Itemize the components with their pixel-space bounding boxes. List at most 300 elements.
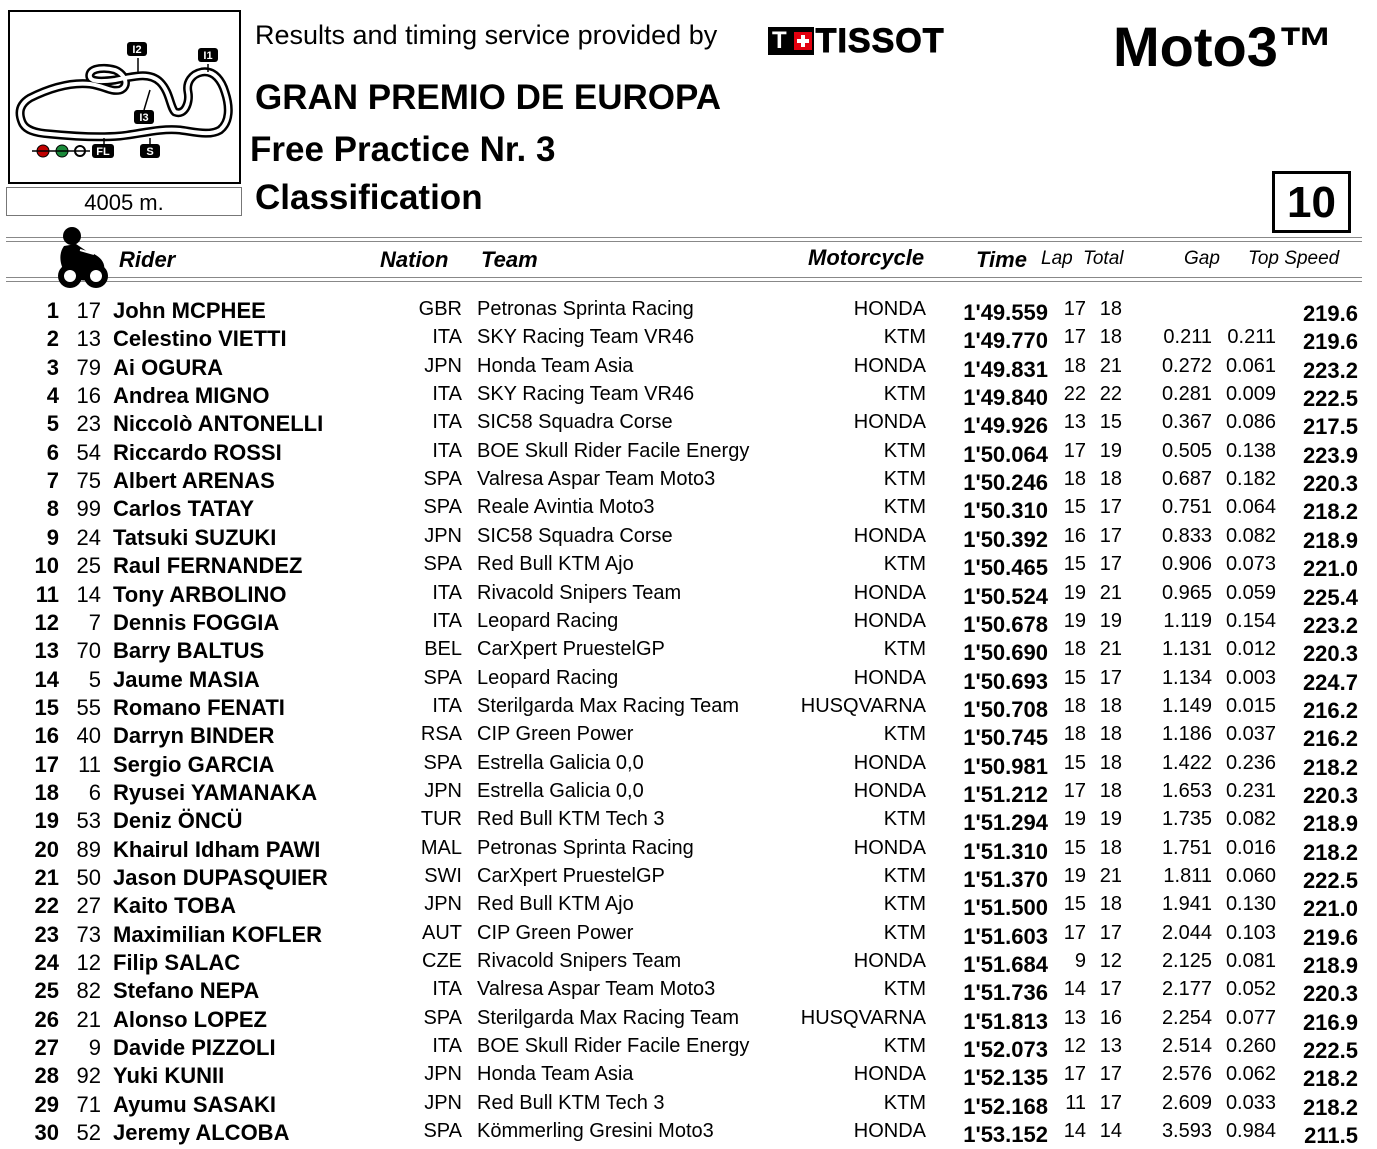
top-speed: 219.6: [1302, 329, 1358, 355]
gap-to-previous: 0.073: [1225, 553, 1276, 576]
position: 1: [46, 298, 59, 323]
gap-to-first: 2.177: [1161, 978, 1212, 1001]
header-divider-bottom: [6, 277, 1362, 278]
position: 5: [46, 411, 59, 437]
best-time: 1'50.524: [963, 583, 1048, 609]
best-time: 1'50.392: [963, 526, 1048, 552]
gap-to-first: 1.131: [1161, 638, 1212, 661]
total-laps: 21: [1099, 865, 1122, 887]
nation: ITA: [432, 411, 462, 434]
rider-name: Albert ARENAS: [113, 468, 275, 494]
motorcycle: HONDA: [853, 354, 926, 377]
class-name: Moto3™: [1113, 15, 1334, 78]
best-time: 1'49.559: [963, 300, 1048, 325]
rider-name: Maximilian KOFLER: [113, 921, 323, 947]
gap-to-first: 2.576: [1161, 1063, 1212, 1086]
gap-to-first: 1.422: [1161, 751, 1212, 774]
gap-to-previous: 0.130: [1225, 893, 1276, 916]
team-name: SKY Racing Team VR46: [477, 383, 695, 406]
table-row: [0, 922, 1377, 950]
position: 16: [34, 723, 59, 749]
total-laps: 17: [1099, 496, 1122, 519]
motorcycle: HONDA: [853, 751, 926, 774]
tissot-logo: T TISSOT: [768, 25, 944, 57]
position: 25: [34, 978, 59, 1004]
position: 29: [34, 1091, 59, 1117]
gap-to-first: 0.281: [1161, 383, 1212, 406]
best-time: 1'52.135: [963, 1065, 1048, 1091]
nation: SPA: [423, 1120, 462, 1143]
track-map: [8, 10, 241, 184]
motorcycle: KTM: [883, 468, 926, 491]
table-row: [0, 610, 1377, 638]
total-laps: 14: [1099, 1120, 1122, 1143]
best-time: 1'50.745: [963, 725, 1048, 751]
gap-to-first: 2.044: [1161, 921, 1212, 944]
position: 9: [46, 524, 59, 550]
gap-to-previous: 0.012: [1225, 638, 1276, 661]
swiss-cross-icon: [792, 27, 814, 55]
total-laps: 18: [1099, 468, 1122, 491]
total-laps: 18: [1099, 751, 1122, 774]
team-name: Kömmerling Gresini Moto3: [477, 1120, 714, 1143]
table-row: [0, 893, 1377, 921]
rider-number: 27: [76, 893, 101, 919]
team-name: Leopard Racing: [477, 609, 619, 632]
motorcycle: HUSQVARNA: [800, 1006, 926, 1029]
best-time: 1'52.168: [963, 1093, 1048, 1119]
motorcycle: HONDA: [853, 524, 926, 547]
top-speed: 224.7: [1302, 669, 1358, 695]
nation: JPN: [424, 524, 462, 547]
rider-name: Davide PIZZOLI: [113, 1035, 276, 1061]
nation: ITA: [432, 1035, 462, 1058]
top-speed: 220.3: [1302, 641, 1358, 667]
top-speed: 218.2: [1302, 1094, 1358, 1120]
gap-to-previous: 0.016: [1225, 836, 1276, 859]
table-row: [0, 752, 1377, 780]
total-laps: 21: [1099, 354, 1122, 377]
gap-to-previous: 0.260: [1225, 1035, 1276, 1058]
best-time: 1'49.770: [963, 328, 1048, 354]
gap-to-previous: 0.064: [1225, 496, 1276, 519]
total-laps: 19: [1099, 439, 1122, 462]
position: 19: [34, 808, 59, 834]
top-speed: 219.6: [1302, 924, 1358, 950]
rider-number: 52: [76, 1120, 101, 1146]
column-header-rider: Rider: [119, 247, 176, 272]
rider-number: 11: [78, 751, 101, 777]
rider-name: Riccardo ROSSI: [113, 439, 282, 465]
column-header-time: Time: [976, 247, 1027, 272]
top-speed: 220.3: [1302, 471, 1358, 497]
rider-number: 55: [76, 694, 101, 720]
column-header-top-speed: Top Speed: [1248, 248, 1340, 269]
top-speed: 225.4: [1302, 584, 1358, 610]
team-name: Red Bull KTM Tech 3: [477, 1091, 665, 1114]
total-laps: 21: [1099, 638, 1122, 661]
motorcycle: HUSQVARNA: [800, 694, 926, 717]
team-name: Rivacold Snipers Team: [477, 581, 682, 604]
motorcycle: HONDA: [853, 411, 926, 434]
nation: JPN: [424, 354, 462, 377]
best-lap: 18: [1063, 723, 1086, 746]
column-header-gap: Gap: [1184, 248, 1220, 269]
gap-to-first: 1.186: [1161, 723, 1212, 746]
best-lap: 13: [1063, 1006, 1086, 1029]
map-label-s: S: [146, 146, 154, 158]
tissot-t-mark: T: [768, 27, 792, 55]
motorcycle: KTM: [883, 383, 926, 406]
table-row: [0, 695, 1377, 723]
gap-to-previous: 0.081: [1225, 950, 1276, 973]
total-laps: 21: [1099, 581, 1122, 604]
gap-to-first: 0.751: [1161, 496, 1212, 519]
motorcycle: KTM: [883, 865, 926, 887]
nation: CZE: [422, 950, 462, 973]
rider-number: 82: [76, 978, 101, 1004]
top-speed: 222.5: [1302, 386, 1358, 412]
total-laps: 18: [1099, 779, 1122, 802]
team-name: Red Bull KTM Tech 3: [477, 808, 665, 831]
top-speed: 216.2: [1302, 726, 1358, 752]
gap-to-first: 1.134: [1161, 666, 1212, 689]
nation: ITA: [432, 439, 462, 462]
best-lap: 13: [1063, 411, 1086, 434]
top-speed: 211.5: [1304, 1123, 1358, 1149]
best-lap: 12: [1063, 1035, 1086, 1058]
total-laps: 12: [1099, 950, 1122, 973]
gap-to-first: 0.367: [1161, 411, 1212, 434]
top-speed: 218.2: [1302, 1066, 1358, 1092]
session-title: Free Practice Nr. 3: [250, 130, 556, 169]
gap-to-first: 1.751: [1161, 836, 1212, 859]
motorcycle: KTM: [883, 553, 926, 576]
best-lap: 18: [1063, 638, 1086, 661]
motorcycle: KTM: [883, 723, 926, 746]
rider-number: 75: [76, 468, 101, 494]
total-laps: 17: [1099, 921, 1122, 944]
gap-to-first: 1.941: [1161, 893, 1212, 916]
best-time: 1'51.603: [963, 923, 1048, 949]
total-laps: 17: [1099, 524, 1122, 547]
rider-name: Ai OGURA: [113, 354, 223, 380]
gap-to-first: 0.833: [1161, 524, 1212, 547]
team-name: SIC58 Squadra Corse: [477, 524, 673, 547]
rider-name: Romano FENATI: [113, 694, 285, 720]
nation: SPA: [423, 751, 462, 774]
position: 7: [46, 468, 59, 494]
nation: SPA: [423, 1006, 462, 1029]
best-lap: 18: [1063, 694, 1086, 717]
best-lap: 15: [1063, 666, 1086, 689]
gap-to-previous: 0.061: [1225, 354, 1276, 377]
rider-name: Carlos TATAY: [113, 496, 254, 522]
motorcycle: HONDA: [853, 779, 926, 802]
total-laps: 18: [1099, 836, 1122, 859]
motorcycle: KTM: [883, 496, 926, 519]
track-layout-icon: [10, 12, 239, 182]
nation: TUR: [420, 808, 462, 831]
rider-number: 7: [88, 609, 101, 635]
gap-to-first: 0.211: [1163, 326, 1212, 349]
header-divider-top-2: [6, 241, 1362, 242]
rider-name: Deniz ÖNCÜ: [113, 808, 243, 834]
track-length: 4005 m.: [6, 187, 242, 216]
table-row: [0, 582, 1377, 610]
gap-to-previous: 0.060: [1225, 865, 1276, 887]
gap-to-previous: 0.077: [1225, 1006, 1276, 1029]
best-time: 1'51.294: [963, 810, 1048, 836]
best-lap: 14: [1063, 978, 1086, 1001]
nation: ITA: [432, 978, 462, 1001]
rider-name: Yuki KUNII: [113, 1063, 225, 1089]
table-row: [0, 383, 1377, 411]
best-lap: 17: [1063, 1063, 1086, 1086]
best-lap: 17: [1063, 921, 1086, 944]
best-time: 1'50.465: [963, 555, 1048, 581]
table-row: [0, 440, 1377, 468]
team-name: CIP Green Power: [477, 921, 634, 944]
rider-name: Tatsuki SUZUKI: [113, 524, 277, 550]
motorcycle: KTM: [883, 1091, 926, 1114]
gap-to-previous: 0.984: [1225, 1120, 1276, 1143]
team-name: Leopard Racing: [477, 666, 619, 689]
rider-number: 14: [76, 581, 101, 607]
top-speed: 220.3: [1302, 981, 1358, 1007]
position: 6: [46, 439, 59, 465]
rider-name: Filip SALAC: [113, 950, 241, 976]
total-laps: 19: [1099, 609, 1122, 632]
position: 28: [34, 1063, 59, 1089]
table-row: [0, 638, 1377, 666]
table-row: [0, 837, 1377, 865]
position: 3: [46, 354, 59, 380]
rider-name: Raul FERNANDEZ: [113, 553, 303, 579]
best-lap: 15: [1063, 751, 1086, 774]
nation: JPN: [424, 1091, 462, 1114]
best-time: 1'49.831: [963, 356, 1048, 382]
table-row: [0, 978, 1377, 1006]
nation: ITA: [432, 581, 462, 604]
team-name: Red Bull KTM Ajo: [477, 893, 634, 916]
rider-name: Stefano NEPA: [113, 978, 260, 1004]
best-lap: 14: [1063, 1120, 1086, 1143]
team-name: Valresa Aspar Team Moto3: [477, 978, 716, 1001]
best-time: 1'50.693: [963, 668, 1048, 694]
rider-name: Jason DUPASQUIER: [113, 865, 328, 890]
team-name: Valresa Aspar Team Moto3: [477, 468, 716, 491]
motorcycle: KTM: [883, 439, 926, 462]
motorcycle: KTM: [883, 638, 926, 661]
rider-name: Sergio GARCIA: [113, 751, 275, 777]
best-lap: 15: [1063, 553, 1086, 576]
position: 12: [34, 609, 59, 635]
gap-to-previous: 0.182: [1225, 468, 1276, 491]
total-laps: 17: [1099, 666, 1122, 689]
best-lap: 18: [1063, 468, 1086, 491]
motorcycle: HONDA: [853, 298, 926, 320]
position: 23: [34, 921, 59, 947]
gap-to-first: 1.653: [1161, 779, 1212, 802]
motorcycle: KTM: [883, 808, 926, 831]
rider-name: Barry BALTUS: [113, 638, 265, 664]
best-lap: 19: [1063, 609, 1086, 632]
rider-number: 73: [76, 921, 101, 947]
gap-to-previous: 0.082: [1225, 808, 1276, 831]
top-speed: 218.2: [1302, 839, 1358, 865]
table-row: [0, 1120, 1377, 1148]
table-row: [0, 355, 1377, 383]
best-time: 1'51.310: [963, 838, 1048, 864]
best-time: 1'49.926: [963, 413, 1048, 439]
position: 24: [34, 950, 59, 976]
rider-number: 21: [76, 1006, 101, 1032]
best-lap: 9: [1074, 950, 1086, 973]
rider-number: 50: [76, 865, 101, 890]
nation: SPA: [423, 553, 462, 576]
rider-number: 54: [76, 439, 101, 465]
nation: ITA: [432, 609, 462, 632]
nation: SPA: [423, 468, 462, 491]
best-lap: 17: [1063, 439, 1086, 462]
team-name: Honda Team Asia: [477, 1063, 634, 1086]
position: 17: [34, 751, 59, 777]
top-speed: 223.2: [1302, 612, 1358, 638]
team-name: CIP Green Power: [477, 723, 634, 746]
table-row: [0, 496, 1377, 524]
document-title: Classification: [255, 178, 483, 217]
gap-to-previous: 0.037: [1225, 723, 1276, 746]
rider-number: 17: [76, 298, 101, 323]
best-time: 1'53.152: [963, 1122, 1048, 1148]
motorcycle: KTM: [883, 326, 926, 349]
rider-name: Andrea MIGNO: [113, 383, 270, 409]
position: 4: [46, 383, 59, 409]
best-time: 1'51.813: [963, 1008, 1048, 1034]
motorcycle: KTM: [883, 893, 926, 916]
event-title: GRAN PREMIO DE EUROPA: [255, 78, 722, 117]
table-row: [0, 865, 1377, 893]
gap-to-previous: 0.211: [1227, 326, 1276, 349]
position: 14: [34, 666, 59, 692]
best-time: 1'50.690: [963, 640, 1048, 666]
best-time: 1'50.310: [963, 498, 1048, 524]
best-lap: 19: [1063, 865, 1086, 887]
rider-name: Niccolò ANTONELLI: [113, 411, 324, 437]
table-row: [0, 667, 1377, 695]
rider-name: Dennis FOGGIA: [113, 609, 280, 635]
rider-name: John MCPHEE: [113, 298, 266, 323]
rider-number: 89: [76, 836, 101, 862]
team-name: Red Bull KTM Ajo: [477, 553, 634, 576]
best-time: 1'51.500: [963, 895, 1048, 921]
total-laps: 13: [1099, 1035, 1122, 1058]
motorcycle: HONDA: [853, 581, 926, 604]
gap-to-first: 2.514: [1161, 1035, 1212, 1058]
map-label-i3: I3: [139, 112, 149, 124]
top-speed: 217.5: [1302, 414, 1358, 440]
map-label-i1: I1: [203, 50, 213, 62]
best-time: 1'52.073: [963, 1037, 1048, 1063]
best-time: 1'50.678: [963, 611, 1048, 637]
best-time: 1'50.064: [963, 441, 1048, 467]
rider-name: Tony ARBOLINO: [113, 581, 287, 607]
header-divider-bottom-2: [6, 281, 1362, 282]
motorcycle: KTM: [883, 1035, 926, 1058]
position: 15: [34, 694, 59, 720]
gap-to-first: 1.149: [1161, 694, 1212, 717]
column-header-total: Total: [1083, 248, 1124, 269]
team-name: CarXpert PruestelGP: [477, 638, 665, 661]
nation: RSA: [420, 723, 462, 746]
total-laps: 15: [1099, 411, 1122, 434]
total-laps: 18: [1099, 326, 1122, 349]
best-time: 1'51.212: [963, 781, 1048, 807]
nation: BEL: [424, 638, 462, 661]
best-lap: 15: [1063, 836, 1086, 859]
gap-to-previous: 0.086: [1225, 411, 1276, 434]
nation: GBR: [418, 298, 462, 320]
gap-to-first: 1.119: [1163, 609, 1212, 632]
gap-to-first: 3.593: [1161, 1120, 1212, 1143]
position: 13: [34, 638, 59, 664]
table-row: [0, 1035, 1377, 1063]
total-laps: 17: [1099, 1063, 1122, 1086]
top-speed: 216.9: [1302, 1009, 1358, 1035]
total-laps: 22: [1099, 383, 1122, 406]
rider-number: 6: [88, 779, 101, 805]
motorcycle: HONDA: [853, 836, 926, 859]
timing-provider-text: Results and timing service provided by: [255, 20, 718, 50]
table-row: [0, 1063, 1377, 1091]
top-speed: 222.5: [1302, 868, 1358, 893]
motorcycle: HONDA: [853, 1120, 926, 1143]
column-header-motorcycle: Motorcycle: [808, 245, 925, 270]
team-name: BOE Skull Rider Facile Energy: [477, 1035, 750, 1058]
team-name: Estrella Galicia 0,0: [477, 779, 644, 802]
header-divider-top: [6, 237, 1362, 238]
best-lap: 11: [1065, 1091, 1086, 1114]
gap-to-first: 0.505: [1161, 439, 1212, 462]
position: 21: [34, 865, 59, 890]
rider-number: 24: [76, 524, 101, 550]
table-row: [0, 525, 1377, 553]
gap-to-previous: 0.059: [1225, 581, 1276, 604]
total-laps: 17: [1099, 978, 1122, 1001]
top-speed: 218.2: [1302, 499, 1358, 525]
rider-number: 79: [76, 354, 101, 380]
map-label-fl: FL: [96, 146, 110, 158]
gap-to-previous: 0.003: [1225, 666, 1276, 689]
top-speed: 218.2: [1302, 754, 1358, 780]
nation: ITA: [432, 326, 462, 349]
top-speed: 216.2: [1302, 697, 1358, 723]
gap-to-previous: 0.082: [1225, 524, 1276, 547]
table-row: [0, 468, 1377, 496]
top-speed: 221.0: [1302, 556, 1358, 582]
team-name: Rivacold Snipers Team: [477, 950, 682, 973]
nation: JPN: [424, 779, 462, 802]
best-time: 1'51.684: [963, 952, 1048, 978]
best-lap: 19: [1063, 808, 1086, 831]
team-name: CarXpert PruestelGP: [477, 865, 665, 887]
best-lap: 17: [1063, 326, 1086, 349]
gap-to-previous: 0.015: [1225, 694, 1276, 717]
table-row: [0, 950, 1377, 978]
position: 30: [34, 1120, 59, 1146]
rider-name: Khairul Idham PAWI: [113, 836, 321, 862]
